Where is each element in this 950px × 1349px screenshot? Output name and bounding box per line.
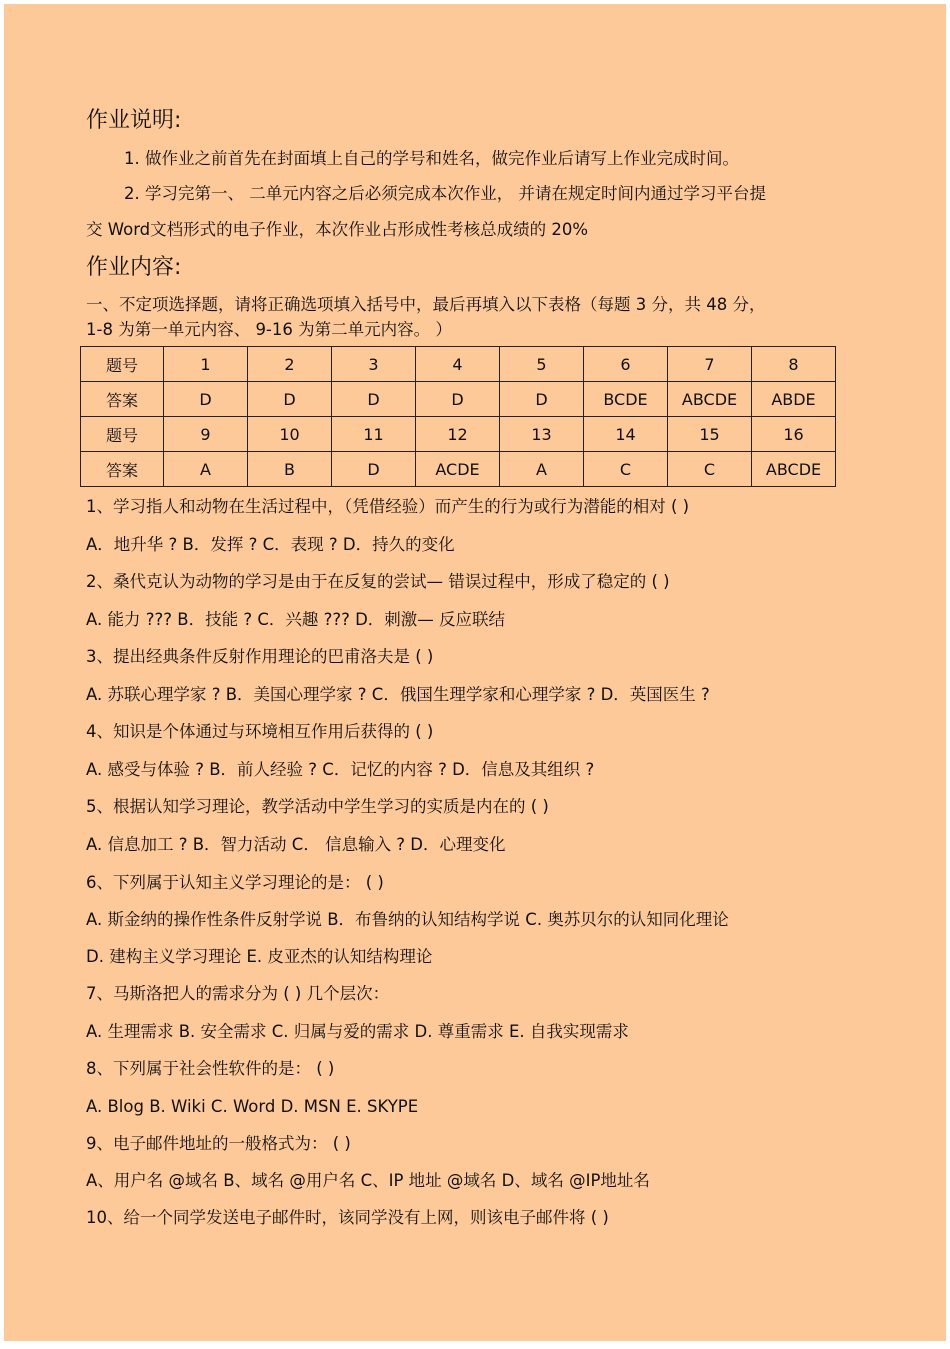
answer-cell: D (248, 382, 332, 417)
table-row-answers-1 (81, 382, 836, 417)
question-number-cell: 13 (500, 417, 584, 452)
question-1-options: A．地升华 ? B．发挥 ? C．表现 ? D．持久的变化 (86, 535, 455, 554)
instruction-item-2-line-2: 交 Word文档形式的电子作业，本次作业占形成性考核总成绩的 20% (86, 220, 589, 239)
question-number-cell: 4 (416, 347, 500, 382)
instruction-item-2-line-1: 2. 学习完第一、 二单元内容之后必须完成本次作业， 并请在规定时间内通过学习平台提 (124, 184, 766, 203)
answer-cell: D (164, 382, 248, 417)
question-number-cell: 2 (248, 347, 332, 382)
answer-cell: ABCDE (668, 382, 752, 417)
question-number-cell: 5 (500, 347, 584, 382)
answer-cell: ACDE (416, 452, 500, 487)
question-10: 10、给一个同学发送电子邮件时，该同学没有上网，则该电子邮件将 ( ) (86, 1208, 609, 1227)
question-8: 8、下列属于社会性软件的是： ( ) (86, 1059, 335, 1078)
question-1: 1、学习指人和动物在生活过程中，（凭借经验）而产生的行为或行为潜能的相对 ( ) (86, 497, 690, 516)
question-8-options: A. Blog B. Wiki C. Word D. MSN E. SKYPE (86, 1097, 419, 1116)
question-9-options: A、用户名 @域名 B、域名 @用户名 C、IP 地址 @域名 D、域名 @IP地址名 (86, 1171, 650, 1190)
answer-cell: C (584, 452, 668, 487)
question-number-cell: 16 (752, 417, 836, 452)
question-4-options: A. 感受与体验 ? B．前人经验 ? C．记忆的内容 ? D．信息及其组织 ? (86, 760, 595, 779)
question-number-cell: 1 (164, 347, 248, 382)
instructions-heading: 作业说明: (86, 108, 182, 133)
document-page (4, 4, 946, 1341)
row-label-answer: 答案 (81, 452, 164, 487)
answer-cell: C (668, 452, 752, 487)
question-number-cell: 8 (752, 347, 836, 382)
question-3-options: A. 苏联心理学家 ? B．美国心理学家 ? C．俄国生理学家和心理学家 ? D．英国医生 ? (86, 685, 710, 704)
question-number-cell: 7 (668, 347, 752, 382)
table-row-numbers-1 (81, 347, 836, 382)
row-label-number: 题号 (81, 417, 164, 452)
question-number-cell: 9 (164, 417, 248, 452)
table-row-numbers-2 (81, 417, 836, 452)
content-heading: 作业内容: (86, 255, 182, 280)
row-label-answer: 答案 (81, 382, 164, 417)
question-5: 5、根据认知学习理论，教学活动中学生学习的实质是内在的 ( ) (86, 797, 549, 816)
answer-cell: D (332, 382, 416, 417)
instruction-item-1: 1. 做作业之前首先在封面填上自己的学号和姓名，做完作业后请写上作业完成时间。 (124, 149, 739, 168)
answer-cell: A (500, 452, 584, 487)
question-number-cell: 3 (332, 347, 416, 382)
answer-cell: ABDE (752, 382, 836, 417)
answer-cell: D (332, 452, 416, 487)
question-6-options-line-2: D. 建构主义学习理论 E. 皮亚杰的认知结构理论 (86, 947, 433, 966)
question-9: 9、电子邮件地址的一般格式为： ( ) (86, 1134, 351, 1153)
question-7: 7、马斯洛把人的需求分为 ( ) 几个层次： (86, 984, 390, 1003)
answer-cell: D (416, 382, 500, 417)
answer-cell: BCDE (584, 382, 668, 417)
question-3: 3、提出经典条件反射作用理论的巴甫洛夫是 ( ) (86, 647, 434, 666)
question-6: 6、下列属于认知主义学习理论的是： ( ) (86, 873, 384, 892)
question-number-cell: 10 (248, 417, 332, 452)
answer-cell: A (164, 452, 248, 487)
answer-cell: ABCDE (752, 452, 836, 487)
question-number-cell: 11 (332, 417, 416, 452)
question-5-options: A. 信息加工 ? B．智力活动 C． 信息输入 ? D．心理变化 (86, 835, 506, 854)
question-2-options: A. 能力 ??? B．技能 ? C．兴趣 ??? D．刺激— 反应联结 (86, 610, 506, 629)
question-2: 2、桑代克认为动物的学习是由于在反复的尝试— 错误过程中，形成了稳定的 ( ) (86, 572, 670, 591)
question-number-cell: 15 (668, 417, 752, 452)
question-4: 4、知识是个体通过与环境相互作用后获得的 ( ) (86, 722, 434, 741)
question-6-options-line-1: A. 斯金纳的操作性条件反射学说 B．布鲁纳的认知结构学说 C. 奥苏贝尔的认知同化理论 (86, 910, 729, 929)
answer-cell: D (500, 382, 584, 417)
section-1-intro-line-2: 1-8 为第一单元内容、 9-16 为第二单元内容。 ） (86, 320, 452, 339)
question-number-cell: 12 (416, 417, 500, 452)
section-1-intro-line-1: 一、不定项选择题，请将正确选项填入括号中，最后再填入以下表格（每题 3 分，共 48 分， (86, 295, 766, 314)
table-row-answers-2 (81, 452, 836, 487)
answer-table (80, 346, 836, 487)
question-7-options: A. 生理需求 B. 安全需求 C. 归属与爱的需求 D. 尊重需求 E. 自我实现需求 (86, 1022, 629, 1041)
question-number-cell: 14 (584, 417, 668, 452)
question-number-cell: 6 (584, 347, 668, 382)
answer-cell: B (248, 452, 332, 487)
row-label-number: 题号 (81, 347, 164, 382)
